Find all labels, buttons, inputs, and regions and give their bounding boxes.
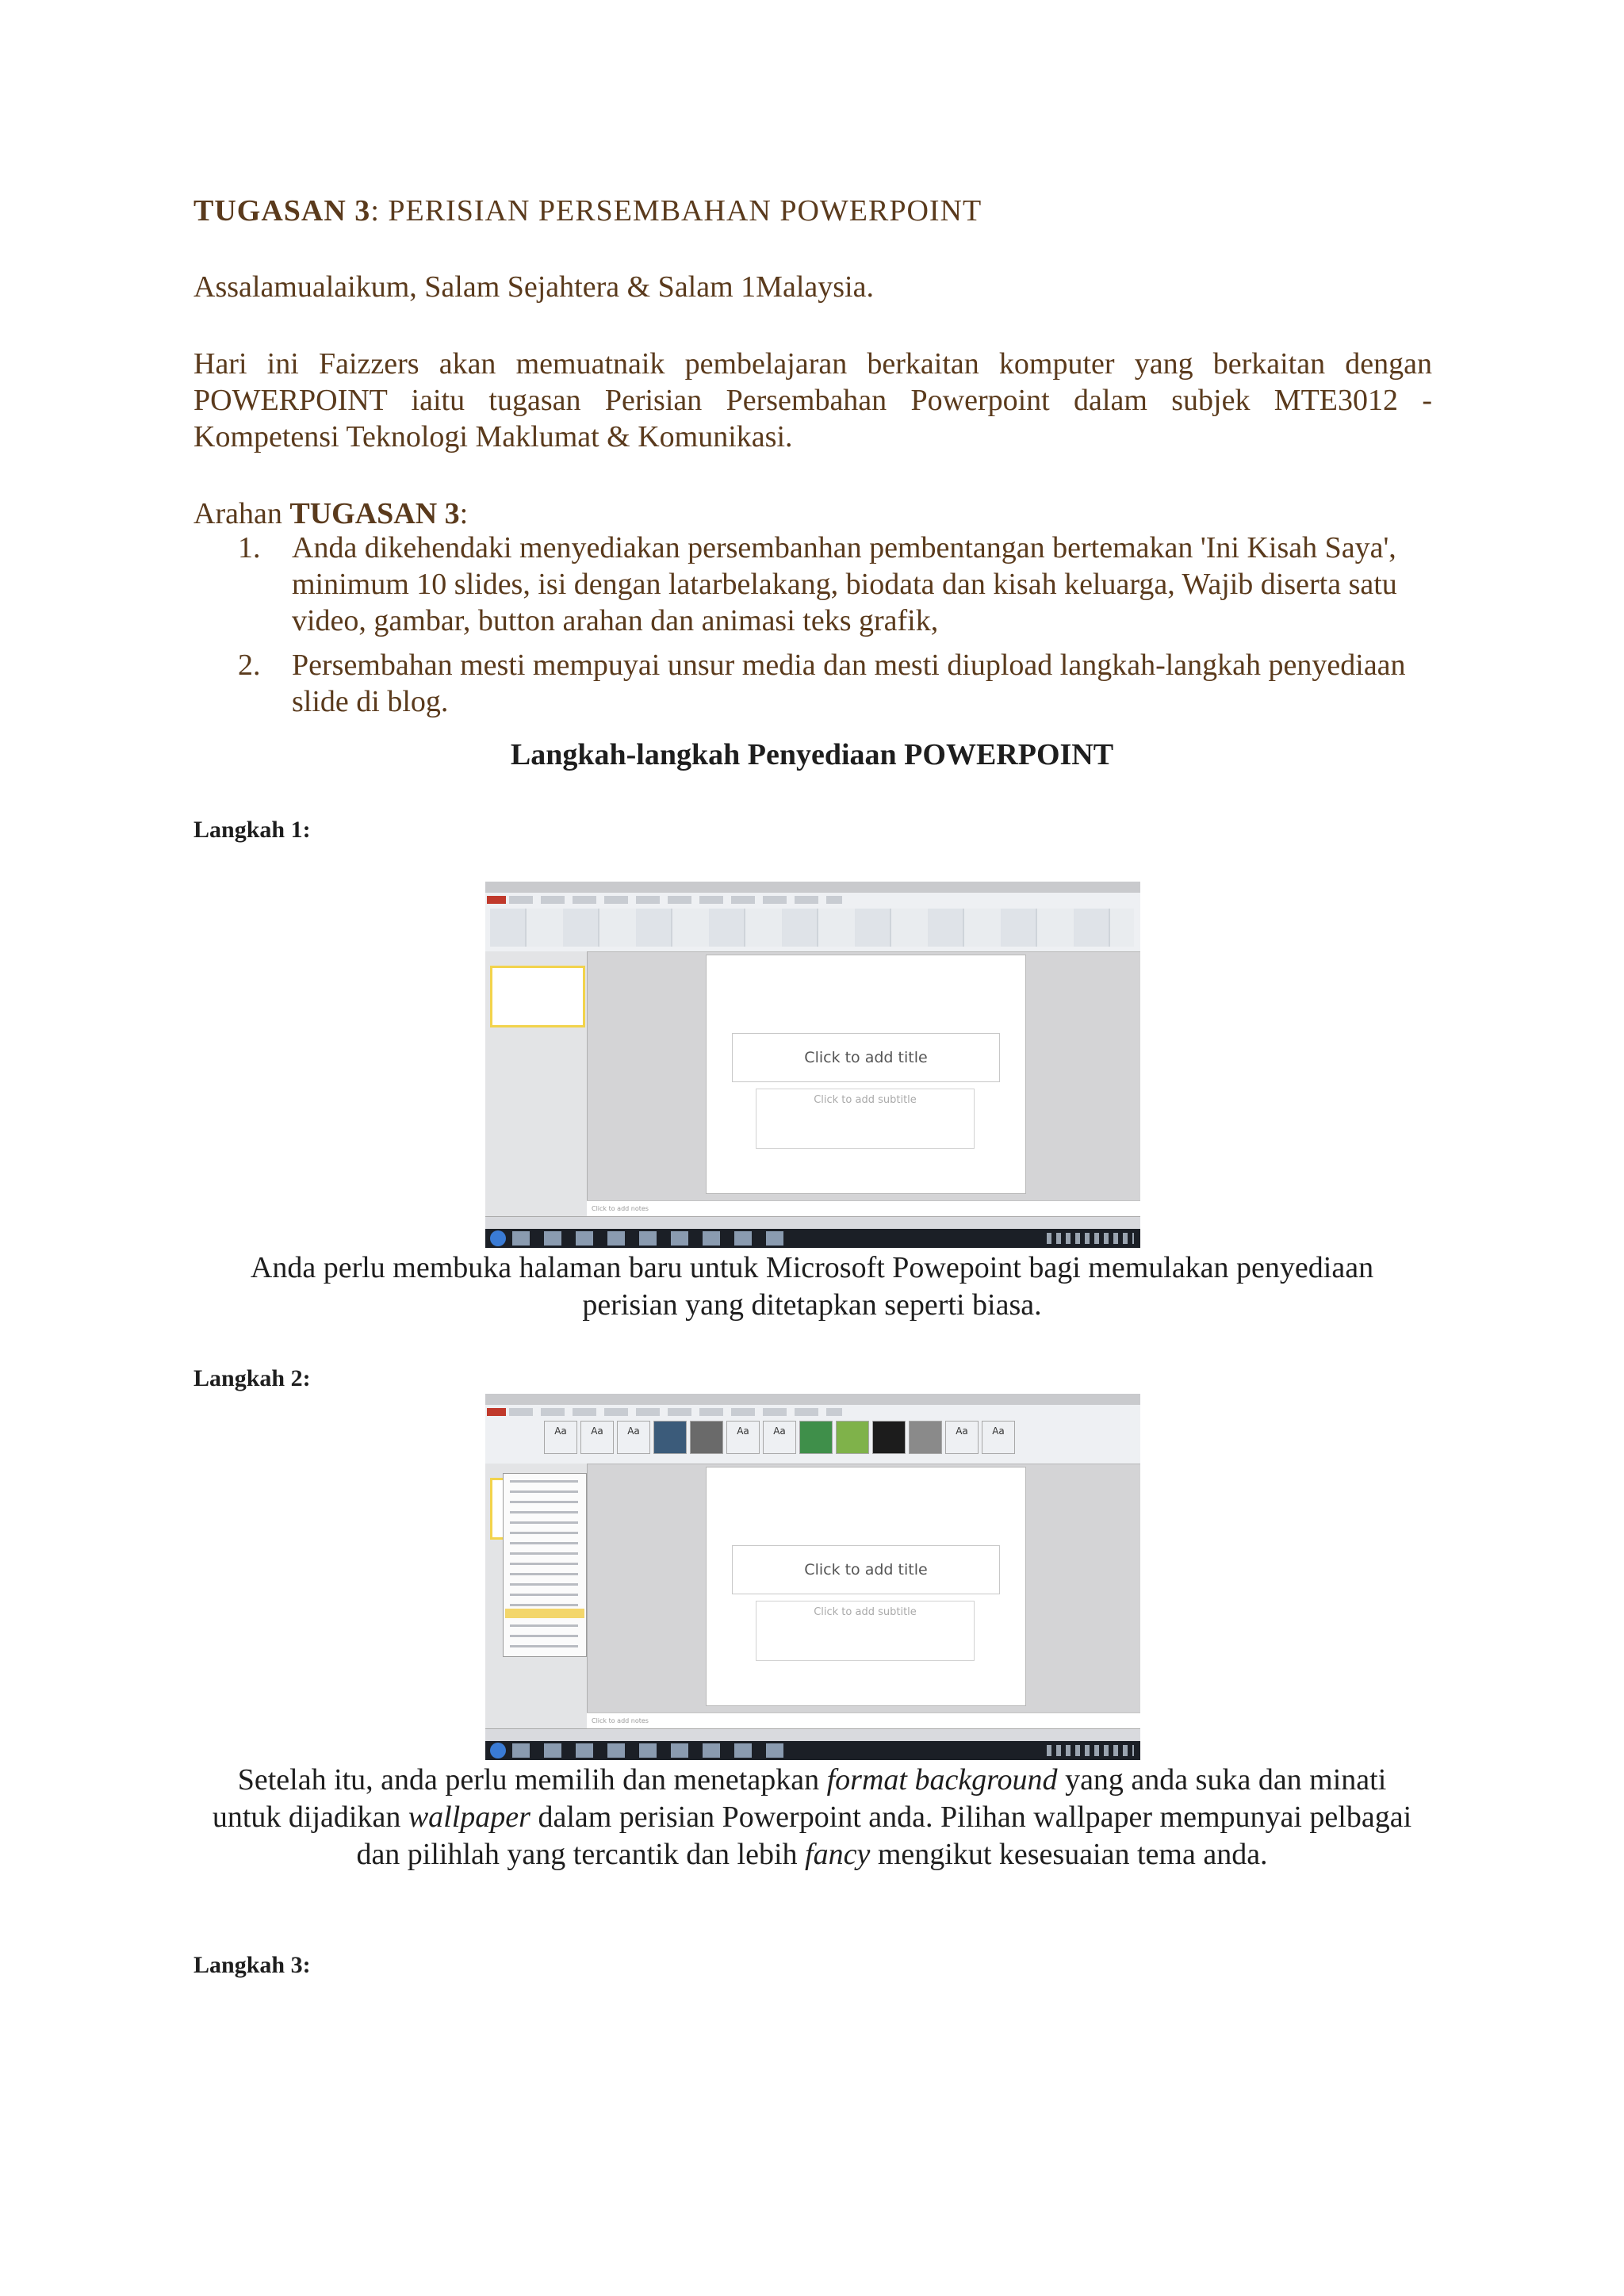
ribbon-groups xyxy=(490,909,1134,947)
theme-tile: Aa xyxy=(617,1421,650,1454)
caption-emphasis: wallpaper xyxy=(408,1800,530,1834)
list-item-number: 1. xyxy=(238,531,261,564)
title-placeholder: Click to add title xyxy=(732,1545,1000,1594)
theme-tile xyxy=(799,1421,833,1454)
greeting: Assalamualaikum, Salam Sejahtera & Salam 1Malaysia. xyxy=(193,270,874,304)
file-tab xyxy=(487,1408,506,1416)
status-bar xyxy=(485,1728,1140,1742)
system-tray xyxy=(1047,1745,1134,1756)
caption-part: Setelah itu, anda perlu memilih dan menetapkan xyxy=(237,1763,827,1797)
step-1-screenshot xyxy=(485,882,1140,1248)
step-1-label: Langkah 1: xyxy=(193,817,311,843)
theme-tile: Aa xyxy=(580,1421,614,1454)
theme-tile: Aa xyxy=(763,1421,796,1454)
notes-pane: Click to add notes xyxy=(587,1200,1140,1216)
file-tab xyxy=(487,896,506,904)
step-2-caption xyxy=(206,1762,1418,1873)
list-item xyxy=(238,647,1427,720)
theme-tile: Aa xyxy=(544,1421,577,1454)
ribbon-tabs xyxy=(509,896,842,904)
slide-canvas xyxy=(706,955,1026,1194)
ribbon xyxy=(485,893,1140,952)
caption-emphasis: format background xyxy=(826,1763,1058,1797)
slide-thumbnail xyxy=(490,966,585,1027)
start-icon xyxy=(490,1743,506,1758)
taskbar xyxy=(485,1741,1140,1760)
theme-tile: Aa xyxy=(945,1421,979,1454)
arahan-bold: TUGASAN 3 xyxy=(289,497,460,530)
taskbar-apps xyxy=(512,1743,798,1758)
caption-part: dalam perisian Powerpoint anda. Pilihan wallpaper mempunyai pelbagai dan pilihlah yang tercantik dan lebih xyxy=(356,1800,1412,1871)
section-heading: Langkah-langkah Penyediaan POWERPOINT xyxy=(510,738,1114,771)
list-item-text: Persembahan mesti mempuyai unsur media dan mesti diupload langkah-langkah penyediaan slide di blog. xyxy=(292,649,1406,718)
subtitle-placeholder: Click to add subtitle xyxy=(756,1089,975,1149)
format-background-menu-item xyxy=(505,1609,584,1618)
ribbon-tabs xyxy=(509,1408,842,1416)
step-2-label: Langkah 2: xyxy=(193,1365,311,1391)
window-titlebar xyxy=(485,882,1140,894)
list-item-number: 2. xyxy=(238,649,261,682)
context-menu xyxy=(503,1473,587,1657)
title-placeholder: Click to add title xyxy=(732,1033,1000,1082)
step-2-screenshot xyxy=(485,1394,1140,1760)
theme-gallery xyxy=(544,1421,1044,1456)
title-bold: TUGASAN 3 xyxy=(193,194,371,228)
design-ribbon xyxy=(485,1405,1140,1464)
theme-tile: Aa xyxy=(726,1421,760,1454)
subtitle-placeholder: Click to add subtitle xyxy=(756,1601,975,1661)
system-tray xyxy=(1047,1233,1134,1244)
window-titlebar xyxy=(485,1394,1140,1406)
status-bar xyxy=(485,1216,1140,1230)
document-title xyxy=(193,193,982,228)
taskbar-apps xyxy=(512,1231,798,1246)
arahan-heading xyxy=(193,496,468,531)
context-menu-items xyxy=(510,1480,578,1655)
list-item-text: Anda dikehendaki menyediakan persembanhan pembentangan bertemakan 'Ini Kisah Saya', minimum 10 slides, isi dengan latarbelakang, biodata dan kisah keluarga, Wajib diserta satu video, gambar, button arahan dan animasi teks grafik, xyxy=(292,531,1397,637)
arahan-prefix: Arahan xyxy=(193,497,290,530)
theme-tile xyxy=(909,1421,942,1454)
title-rest: : PERISIAN PERSEMBAHAN POWERPOINT xyxy=(370,194,982,228)
notes-pane: Click to add notes xyxy=(587,1712,1140,1728)
caption-part: mengikut kesesuaian tema anda. xyxy=(870,1838,1268,1871)
caption-emphasis: fancy xyxy=(805,1838,871,1871)
theme-tile: Aa xyxy=(982,1421,1015,1454)
slides-pane xyxy=(485,951,588,1216)
arahan-list xyxy=(238,530,1427,728)
arahan-suffix: : xyxy=(459,497,469,530)
slide-canvas xyxy=(706,1467,1026,1706)
theme-tile xyxy=(653,1421,687,1454)
taskbar xyxy=(485,1229,1140,1248)
theme-tile xyxy=(836,1421,869,1454)
caption-part: yang anda suka dan minati untuk dijadikan xyxy=(212,1763,1387,1834)
intro-paragraph: Hari ini Faizzers akan memuatnaik pembelajaran berkaitan komputer yang berkaitan dengan POWERPOINT iaitu tugasan Perisian Persembahan Powerpoint dalam subjek MTE3012 - Kompetensi Teknologi Maklumat & Komunikasi. xyxy=(193,347,1432,453)
list-item xyxy=(238,530,1427,639)
theme-tile xyxy=(872,1421,906,1454)
step-3-label: Langkah 3: xyxy=(193,1952,311,1978)
start-icon xyxy=(490,1230,506,1246)
theme-tile xyxy=(690,1421,723,1454)
step-1-caption: Anda perlu membuka halaman baru untuk Microsoft Powepoint bagi memulakan penyediaan perisian yang ditetapkan seperti biasa. xyxy=(250,1251,1374,1322)
